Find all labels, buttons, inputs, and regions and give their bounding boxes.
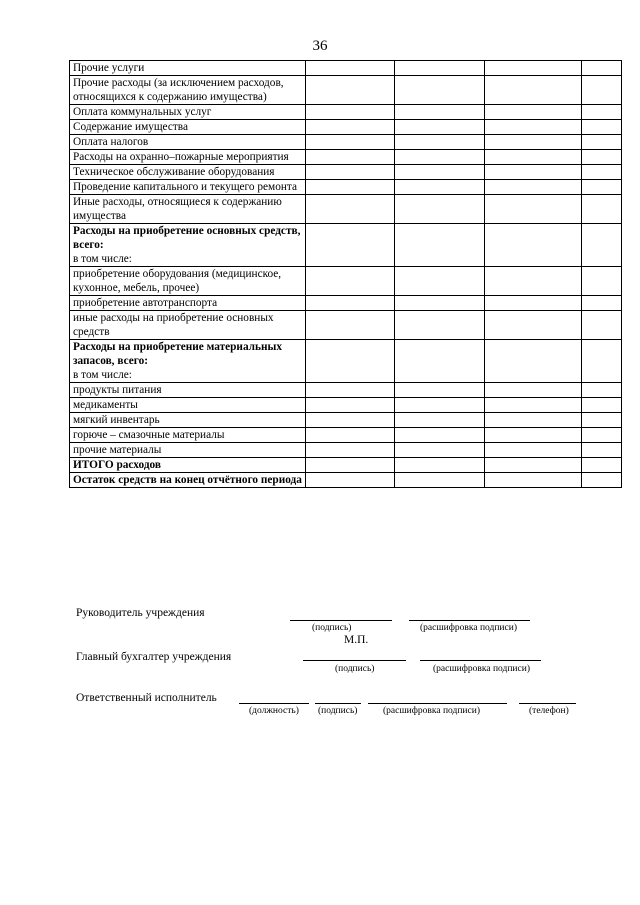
row-label bbox=[70, 340, 306, 383]
executor-position-line[interactable] bbox=[239, 703, 309, 704]
value-cell-col2[interactable] bbox=[395, 76, 485, 105]
value-cell-col4[interactable] bbox=[582, 443, 622, 458]
executor-caption-position: (должность) bbox=[249, 706, 299, 716]
value-cell-col4[interactable] bbox=[582, 413, 622, 428]
row-label-text: прочие материалы bbox=[73, 444, 162, 456]
value-cell-col2[interactable] bbox=[395, 296, 485, 311]
value-cell-col2[interactable] bbox=[395, 135, 485, 150]
accountant-caption-decoding: (расшифровка подписи) bbox=[433, 664, 530, 674]
value-cell-col2[interactable] bbox=[395, 224, 485, 267]
value-cell-col4[interactable] bbox=[582, 165, 622, 180]
value-cell-col2[interactable] bbox=[395, 340, 485, 383]
executor-phone-line[interactable] bbox=[519, 703, 576, 704]
executor-decoding-line[interactable] bbox=[368, 703, 507, 704]
value-cell-col4[interactable] bbox=[582, 61, 622, 76]
value-cell-col1[interactable] bbox=[306, 76, 395, 105]
value-cell-col2[interactable] bbox=[395, 165, 485, 180]
executor-caption-signature: (подпись) bbox=[318, 706, 358, 716]
row-label-text: мягкий инвентарь bbox=[73, 414, 160, 426]
value-cell-col1[interactable] bbox=[306, 224, 395, 267]
value-cell-col4[interactable] bbox=[582, 383, 622, 398]
table-row bbox=[70, 61, 622, 76]
accountant-signature-line[interactable] bbox=[303, 660, 406, 661]
value-cell-col1[interactable] bbox=[306, 383, 395, 398]
value-cell-col4[interactable] bbox=[582, 458, 622, 473]
head-signature-line[interactable] bbox=[290, 620, 392, 621]
value-cell-col4[interactable] bbox=[582, 398, 622, 413]
value-cell-col4[interactable] bbox=[582, 473, 622, 488]
table-row bbox=[70, 311, 622, 340]
row-label bbox=[70, 61, 306, 76]
table-row bbox=[70, 105, 622, 120]
value-cell-col1[interactable] bbox=[306, 398, 395, 413]
value-cell-col1[interactable] bbox=[306, 267, 395, 296]
value-cell-col1[interactable] bbox=[306, 120, 395, 135]
row-label bbox=[70, 120, 306, 135]
table-row bbox=[70, 383, 622, 398]
value-cell-col2[interactable] bbox=[395, 473, 485, 488]
row-label bbox=[70, 383, 306, 398]
row-label-text: ИТОГО расходов bbox=[73, 459, 161, 471]
value-cell-col2[interactable] bbox=[395, 413, 485, 428]
row-sublabel: в том числе: bbox=[73, 253, 132, 265]
table-row bbox=[70, 165, 622, 180]
value-cell-col3[interactable] bbox=[485, 267, 582, 296]
row-sublabel: в том числе: bbox=[73, 369, 132, 381]
row-label bbox=[70, 76, 306, 105]
value-cell-col1[interactable] bbox=[306, 135, 395, 150]
value-cell-col3[interactable] bbox=[485, 443, 582, 458]
row-label-text: приобретение автотранспорта bbox=[73, 297, 218, 309]
value-cell-col2[interactable] bbox=[395, 443, 485, 458]
row-label bbox=[70, 195, 306, 224]
table-row bbox=[70, 195, 622, 224]
value-cell-col3[interactable] bbox=[485, 398, 582, 413]
value-cell-col2[interactable] bbox=[395, 195, 485, 224]
value-cell-col1[interactable] bbox=[306, 150, 395, 165]
head-label: Руководитель учреждения bbox=[76, 607, 205, 619]
accountant-label: Главный бухгалтер учреждения bbox=[76, 651, 232, 663]
value-cell-col4[interactable] bbox=[582, 311, 622, 340]
table-row bbox=[70, 473, 622, 488]
value-cell-col2[interactable] bbox=[395, 458, 485, 473]
table-row bbox=[70, 296, 622, 311]
head-decoding-line[interactable] bbox=[409, 620, 530, 621]
row-label bbox=[70, 135, 306, 150]
value-cell-col1[interactable] bbox=[306, 340, 395, 383]
table-row bbox=[70, 398, 622, 413]
row-label bbox=[70, 150, 306, 165]
value-cell-col3[interactable] bbox=[485, 150, 582, 165]
value-cell-col1[interactable] bbox=[306, 105, 395, 120]
value-cell-col3[interactable] bbox=[485, 413, 582, 428]
row-label bbox=[70, 180, 306, 195]
row-label-text: Проведение капитального и текущего ремонта bbox=[73, 181, 297, 193]
value-cell-col1[interactable] bbox=[306, 296, 395, 311]
value-cell-col3[interactable] bbox=[485, 135, 582, 150]
table-row bbox=[70, 180, 622, 195]
value-cell-col2[interactable] bbox=[395, 398, 485, 413]
value-cell-col2[interactable] bbox=[395, 180, 485, 195]
head-caption-signature: (подпись) bbox=[312, 623, 352, 633]
table-row bbox=[70, 224, 622, 267]
value-cell-col2[interactable] bbox=[395, 383, 485, 398]
executor-label: Ответственный исполнитель bbox=[76, 692, 217, 704]
table-row bbox=[70, 135, 622, 150]
value-cell-col2[interactable] bbox=[395, 120, 485, 135]
row-label bbox=[70, 311, 306, 340]
executor-signature-line[interactable] bbox=[315, 703, 361, 704]
value-cell-col2[interactable] bbox=[395, 105, 485, 120]
row-label bbox=[70, 473, 306, 488]
row-label-text: Техническое обслуживание оборудования bbox=[73, 166, 275, 178]
value-cell-col3[interactable] bbox=[485, 473, 582, 488]
value-cell-col1[interactable] bbox=[306, 473, 395, 488]
value-cell-col3[interactable] bbox=[485, 105, 582, 120]
value-cell-col3[interactable] bbox=[485, 195, 582, 224]
value-cell-col4[interactable] bbox=[582, 180, 622, 195]
table-row bbox=[70, 340, 622, 383]
value-cell-col3[interactable] bbox=[485, 428, 582, 443]
page-number: 36 bbox=[312, 38, 328, 54]
value-cell-col4[interactable] bbox=[582, 340, 622, 383]
value-cell-col3[interactable] bbox=[485, 76, 582, 105]
row-label bbox=[70, 443, 306, 458]
row-label-text: Прочие расходы (за исключением расходов, относящихся к содержанию имущества) bbox=[73, 77, 284, 103]
value-cell-col1[interactable] bbox=[306, 165, 395, 180]
value-cell-col3[interactable] bbox=[485, 340, 582, 383]
row-label-text: приобретение оборудования (медицинское, кухонное, мебель, прочее) bbox=[73, 268, 282, 294]
row-label bbox=[70, 165, 306, 180]
value-cell-col3[interactable] bbox=[485, 311, 582, 340]
value-cell-col1[interactable] bbox=[306, 195, 395, 224]
value-cell-col3[interactable] bbox=[485, 296, 582, 311]
value-cell-col4[interactable] bbox=[582, 120, 622, 135]
value-cell-col3[interactable] bbox=[485, 120, 582, 135]
table-row bbox=[70, 150, 622, 165]
value-cell-col4[interactable] bbox=[582, 267, 622, 296]
value-cell-col1[interactable] bbox=[306, 428, 395, 443]
accountant-caption-signature: (подпись) bbox=[335, 664, 375, 674]
accountant-decoding-line[interactable] bbox=[420, 660, 541, 661]
row-label-text: Оплата налогов bbox=[73, 136, 149, 148]
row-label-text: Расходы на приобретение основных средств, всего: bbox=[73, 225, 301, 251]
expenses-table bbox=[69, 60, 622, 488]
value-cell-col3[interactable] bbox=[485, 224, 582, 267]
value-cell-col3[interactable] bbox=[485, 458, 582, 473]
table-row bbox=[70, 413, 622, 428]
value-cell-col4[interactable] bbox=[582, 428, 622, 443]
value-cell-col4[interactable] bbox=[582, 135, 622, 150]
value-cell-col3[interactable] bbox=[485, 383, 582, 398]
executor-caption-phone: (телефон) bbox=[529, 706, 569, 716]
row-label bbox=[70, 296, 306, 311]
row-label-text: медикаменты bbox=[73, 399, 138, 411]
value-cell-col2[interactable] bbox=[395, 150, 485, 165]
row-label bbox=[70, 398, 306, 413]
table-row bbox=[70, 76, 622, 105]
row-label-text: Содержание имущества bbox=[73, 121, 189, 133]
row-label bbox=[70, 413, 306, 428]
value-cell-col1[interactable] bbox=[306, 180, 395, 195]
row-label-text: Остаток средств на конец отчётного периода bbox=[73, 474, 302, 486]
value-cell-col2[interactable] bbox=[395, 428, 485, 443]
row-label bbox=[70, 458, 306, 473]
value-cell-col1[interactable] bbox=[306, 61, 395, 76]
value-cell-col2[interactable] bbox=[395, 267, 485, 296]
head-caption-decoding: (расшифровка подписи) bbox=[420, 623, 517, 633]
value-cell-col3[interactable] bbox=[485, 180, 582, 195]
value-cell-col4[interactable] bbox=[582, 76, 622, 105]
value-cell-col4[interactable] bbox=[582, 224, 622, 267]
table-row bbox=[70, 458, 622, 473]
row-label-text: Иные расходы, относящиеся к содержанию имущества bbox=[73, 196, 282, 222]
stamp-label: М.П. bbox=[344, 634, 369, 646]
row-label-text: иные расходы на приобретение основных средств bbox=[73, 312, 274, 338]
value-cell-col1[interactable] bbox=[306, 443, 395, 458]
value-cell-col3[interactable] bbox=[485, 165, 582, 180]
row-label-text: Прочие услуги bbox=[73, 62, 145, 74]
value-cell-col4[interactable] bbox=[582, 296, 622, 311]
row-label-text: Оплата коммунальных услуг bbox=[73, 106, 212, 118]
row-label bbox=[70, 428, 306, 443]
row-label-text: Расходы на приобретение материальных запасов, всего: bbox=[73, 341, 282, 367]
value-cell-col4[interactable] bbox=[582, 195, 622, 224]
table-row bbox=[70, 267, 622, 296]
table-row bbox=[70, 120, 622, 135]
value-cell-col3[interactable] bbox=[485, 61, 582, 76]
executor-caption-decoding: (расшифровка подписи) bbox=[383, 706, 480, 716]
table-row bbox=[70, 428, 622, 443]
value-cell-col1[interactable] bbox=[306, 413, 395, 428]
value-cell-col1[interactable] bbox=[306, 311, 395, 340]
value-cell-col2[interactable] bbox=[395, 311, 485, 340]
row-label bbox=[70, 224, 306, 267]
table-row bbox=[70, 443, 622, 458]
value-cell-col2[interactable] bbox=[395, 61, 485, 76]
value-cell-col4[interactable] bbox=[582, 105, 622, 120]
row-label bbox=[70, 267, 306, 296]
row-label-text: продукты питания bbox=[73, 384, 162, 396]
row-label-text: Расходы на охранно–пожарные мероприятия bbox=[73, 151, 289, 163]
row-label-text: горюче – смазочные материалы bbox=[73, 429, 225, 441]
value-cell-col4[interactable] bbox=[582, 150, 622, 165]
row-label bbox=[70, 105, 306, 120]
value-cell-col1[interactable] bbox=[306, 458, 395, 473]
